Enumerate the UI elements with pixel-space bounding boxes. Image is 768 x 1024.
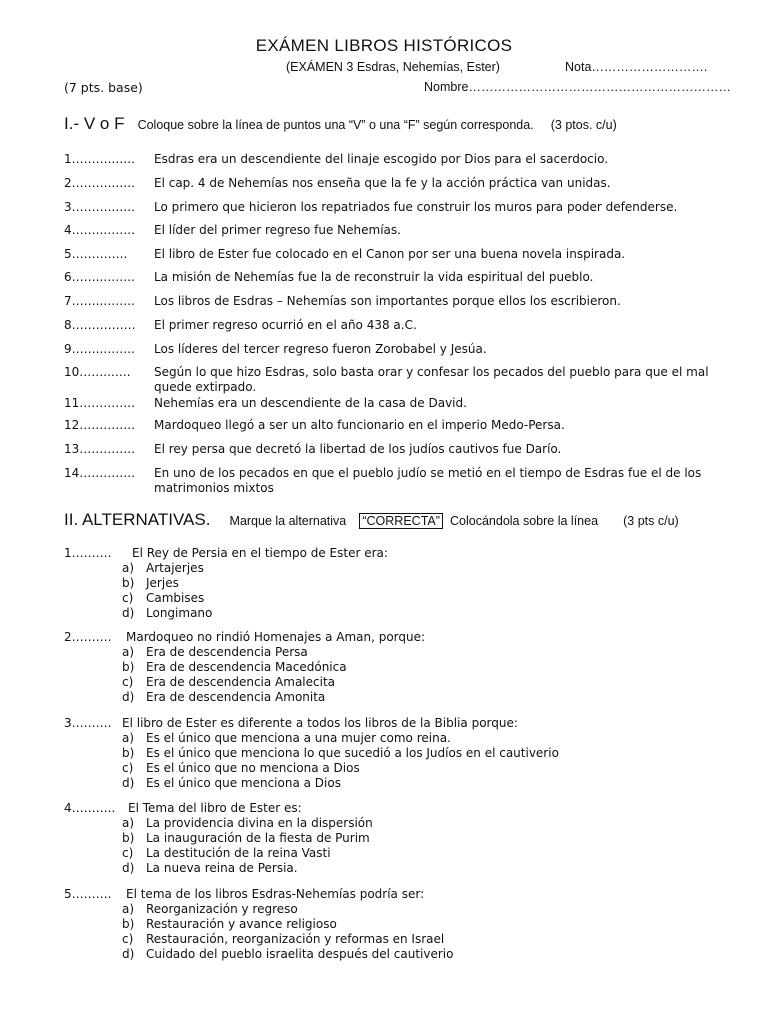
mc-option-text: Era de descendencia Persa — [146, 645, 308, 659]
tf-answer-line[interactable]: 10……..….. — [64, 365, 131, 379]
tf-statement: Nehemías era un descendiente de la casa de David. — [154, 396, 467, 410]
mc-option-text: Es el único que menciona lo que sucedió a los Judíos en el cautiverio — [146, 746, 559, 760]
mc-option-text: La providencia divina en la dispersión — [146, 816, 373, 830]
mc-question-text: El Tema del libro de Ester es: — [128, 801, 302, 815]
mc-answer-line[interactable]: 3………. — [64, 716, 112, 730]
mc-question-text: El Rey de Persia en el tiempo de Ester era: — [132, 546, 388, 560]
grade-field: Nota………………………. — [565, 60, 708, 74]
mc-option[interactable] — [64, 761, 744, 776]
mc-question-head — [64, 887, 744, 902]
tf-statement: El cap. 4 de Nehemías nos enseña que la fe y la acción práctica van unidas. — [154, 176, 611, 190]
mc-question-head — [64, 630, 744, 645]
tf-answer-line[interactable]: 13………….. — [64, 442, 135, 456]
section-1-heading — [64, 114, 617, 134]
mc-question-text: El libro de Ester es diferente a todos los libros de la Biblia porque: — [122, 716, 518, 730]
mc-option[interactable] — [64, 606, 744, 621]
mc-option[interactable] — [64, 776, 744, 791]
tf-statement: El líder del primer regreso fue Nehemías. — [154, 223, 401, 237]
tf-answer-line[interactable]: 3………..….. — [64, 200, 135, 214]
name-field: Nombre……………………………………………………… — [424, 80, 731, 94]
mc-option-text: Cambises — [146, 591, 205, 605]
tf-answer-line[interactable]: 2………..….. — [64, 176, 135, 190]
tf-statement: Lo primero que hicieron los repatriados fue construir los muros para poder defenderse. — [154, 200, 678, 214]
tf-statement: El primer regreso ocurrió en el año 438 a.C. — [154, 318, 417, 332]
mc-option-text: Era de descendencia Amalecita — [146, 675, 335, 689]
mc-option-text: Es el único que menciona a una mujer como reina. — [146, 731, 451, 745]
tf-answer-line[interactable]: 5………….. — [64, 247, 128, 261]
mc-option-letter: b) — [122, 917, 135, 931]
section-1-instruction: Coloque sobre la línea de puntos una “V” o una “F” según corresponda. — [137, 118, 534, 132]
section-2-instruction: Marque la alternativa — [229, 514, 347, 528]
mc-question — [64, 630, 744, 705]
mc-option-letter: c) — [122, 675, 134, 689]
mc-question-head — [64, 546, 744, 561]
mc-option[interactable] — [64, 731, 744, 746]
mc-option-letter: d) — [122, 690, 135, 704]
section-2-instruction-end: Colocándola sobre la línea — [450, 514, 599, 528]
section-2-heading — [64, 510, 679, 530]
tf-statement: La misión de Nehemías fue la de reconstruir la vida espiritual del pueblo. — [154, 270, 594, 284]
mc-option[interactable] — [64, 947, 744, 962]
mc-option-letter: d) — [122, 861, 135, 875]
mc-option-text: La nueva reina de Persia. — [146, 861, 298, 875]
mc-option[interactable] — [64, 932, 744, 947]
tf-statement: Los líderes del tercer regreso fueron Zorobabel y Jesúa. — [154, 342, 487, 356]
tf-answer-line[interactable]: 9……..…….. — [64, 342, 135, 356]
mc-option-letter: b) — [122, 746, 135, 760]
mc-option-text: La destitución de la reina Vasti — [146, 846, 331, 860]
tf-statement: Esdras era un descendiente del linaje escogido por Dios para el sacerdocio. — [154, 152, 609, 166]
mc-option-letter: c) — [122, 846, 134, 860]
mc-option-text: Artajerjes — [146, 561, 204, 575]
mc-answer-line[interactable]: 1………. — [64, 546, 112, 560]
mc-option[interactable] — [64, 690, 744, 705]
tf-statement: El rey persa que decretó la libertad de los judíos cautivos fue Darío. — [154, 442, 562, 456]
mc-option-text: Jerjes — [146, 576, 179, 590]
mc-option[interactable] — [64, 746, 744, 761]
tf-answer-line[interactable]: 14………….. — [64, 466, 135, 480]
mc-option-letter: b) — [122, 660, 135, 674]
base-points: (7 pts. base) — [64, 80, 143, 95]
mc-option[interactable] — [64, 591, 744, 606]
mc-option[interactable] — [64, 576, 744, 591]
tf-statement: Según lo que hizo Esdras, solo basta orar y confesar los pecados del pueblo para que el mal quede extirpado. — [154, 365, 709, 394]
mc-question-head — [64, 801, 744, 816]
section-1-points: (3 ptos. c/u) — [550, 118, 617, 132]
tf-answer-line[interactable]: 12………….. — [64, 418, 135, 432]
tf-statement: El libro de Ester fue colocado en el Canon por ser una buena novela inspirada. — [154, 247, 626, 261]
mc-option-text: Restauración, reorganización y reformas en Israel — [146, 932, 445, 946]
tf-statement: Los libros de Esdras – Nehemías son importantes porque ellos los escribieron. — [154, 294, 621, 308]
mc-option[interactable] — [64, 675, 744, 690]
mc-question — [64, 716, 744, 791]
mc-option-text: Restauración y avance religioso — [146, 917, 337, 931]
mc-option-text: Era de descendencia Amonita — [146, 690, 326, 704]
mc-option-letter: c) — [122, 932, 134, 946]
mc-option-letter: a) — [122, 645, 135, 659]
mc-option-letter: d) — [122, 776, 135, 790]
tf-statement: Mardoqueo llegó a ser un alto funcionario en el imperio Medo-Persa. — [154, 418, 565, 432]
tf-statement: En uno de los pecados en que el pueblo judío se metió en el tiempo de Esdras fue el de los matrimonios mixtos — [154, 466, 702, 495]
mc-question-text: Mardoqueo no rindió Homenajes a Aman, porque: — [126, 630, 426, 644]
mc-option-letter: d) — [122, 947, 135, 961]
exam-title: EXÁMEN LIBROS HISTÓRICOS — [255, 36, 513, 55]
section-2-title: II. ALTERNATIVAS. — [64, 510, 211, 529]
section-2-points: (3 pts c/u) — [623, 514, 679, 528]
mc-option-letter: a) — [122, 902, 135, 916]
exam-subtitle: (EXÁMEN 3 Esdras, Nehemías, Ester) — [286, 60, 500, 74]
tf-answer-line[interactable]: 11………….. — [64, 396, 135, 410]
mc-option-letter: c) — [122, 761, 134, 775]
mc-option[interactable] — [64, 660, 744, 675]
mc-option[interactable] — [64, 816, 744, 831]
tf-answer-line[interactable]: 6……..…….. — [64, 270, 135, 284]
mc-answer-line[interactable]: 5………. — [64, 887, 112, 901]
mc-option-letter: a) — [122, 816, 135, 830]
tf-answer-line[interactable]: 7……..…….. — [64, 294, 135, 308]
section-1-title: I.- V o F — [64, 114, 125, 133]
tf-answer-line[interactable]: 4……..…….. — [64, 223, 135, 237]
mc-option-text: Longimano — [146, 606, 213, 620]
mc-option-text: Es el único que menciona a Dios — [146, 776, 341, 790]
mc-option[interactable] — [64, 861, 744, 876]
mc-question — [64, 887, 744, 962]
mc-question-text: El tema de los libros Esdras-Nehemías podría ser: — [126, 887, 425, 901]
mc-option-text: Cuidado del pueblo israelita después del cautiverio — [146, 947, 454, 961]
tf-answer-line[interactable]: 1………..….. — [64, 152, 135, 166]
mc-option[interactable] — [64, 561, 744, 576]
mc-answer-line[interactable]: 4……….. — [64, 801, 116, 815]
mc-option-letter: b) — [122, 576, 135, 590]
mc-question — [64, 801, 744, 876]
mc-option[interactable] — [64, 917, 744, 932]
mc-option-text: Era de descendencia Macedónica — [146, 660, 347, 674]
mc-question — [64, 546, 744, 621]
correct-box: “CORRECTA” — [359, 513, 443, 529]
mc-option-letter: a) — [122, 731, 135, 745]
mc-question-head — [64, 716, 744, 731]
mc-option-letter: a) — [122, 561, 135, 575]
mc-option[interactable] — [64, 645, 744, 660]
mc-option-letter: d) — [122, 606, 135, 620]
mc-option-text: La inauguración de la fiesta de Purim — [146, 831, 370, 845]
tf-answer-line[interactable]: 8……………. — [64, 318, 136, 332]
mc-option-letter: b) — [122, 831, 135, 845]
mc-option[interactable] — [64, 831, 744, 846]
mc-answer-line[interactable]: 2………. — [64, 630, 112, 644]
mc-option-text: Es el único que no menciona a Dios — [146, 761, 360, 775]
mc-option-text: Reorganización y regreso — [146, 902, 298, 916]
mc-option[interactable] — [64, 846, 744, 861]
mc-option-letter: c) — [122, 591, 134, 605]
mc-option[interactable] — [64, 902, 744, 917]
